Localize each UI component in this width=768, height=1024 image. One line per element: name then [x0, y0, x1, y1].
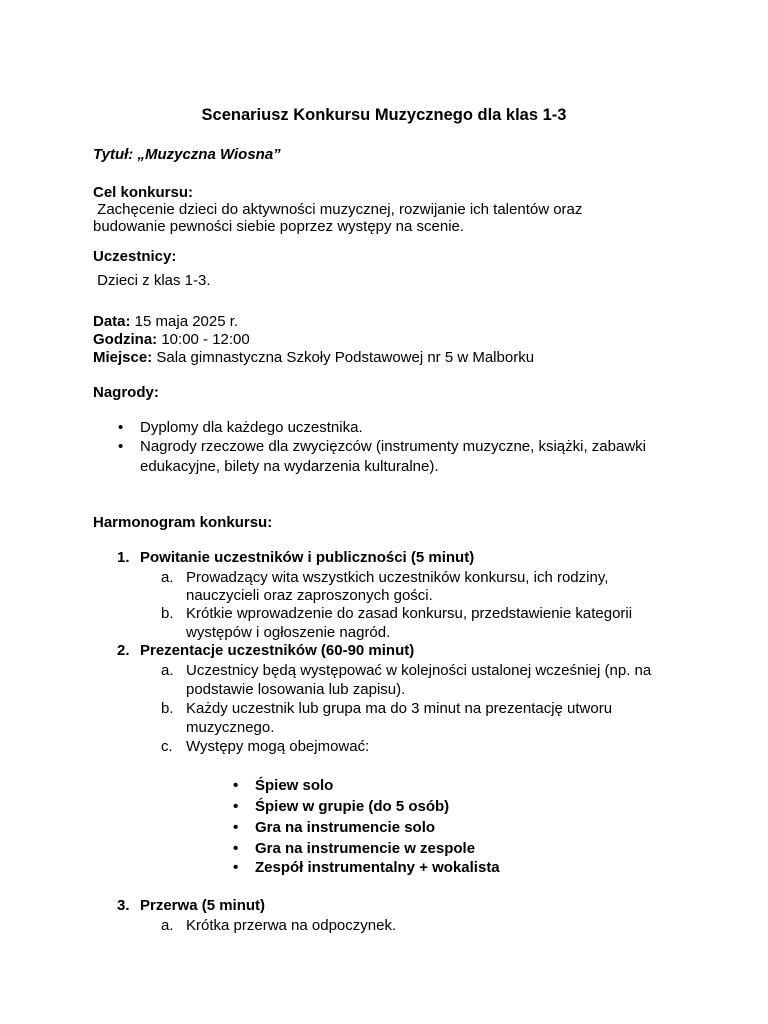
list-marker: b.	[161, 700, 174, 717]
date-value: 15 maja 2025 r.	[130, 313, 239, 330]
category-item: • Zespół instrumentalny + wokalista	[255, 858, 500, 877]
schedule-section-title: Prezentacje uczestników (60-90 minut)	[140, 642, 415, 659]
schedule-section-title: Przerwa (5 minut)	[140, 897, 266, 914]
schedule-section-number: 1.	[117, 549, 130, 566]
place-line	[93, 348, 534, 367]
list-marker: a.	[161, 917, 174, 934]
contest-title-line	[93, 145, 281, 164]
prize-item-line-2: edukacyjne, bilety na wydarzenia kulturalne).	[140, 458, 439, 475]
prize-item	[140, 437, 646, 456]
participants-text: Dzieci z klas 1-3.	[93, 272, 211, 289]
contest-title-value: „Muzyczna Wiosna”	[137, 146, 281, 163]
prizes-heading: Nagrody:	[93, 384, 159, 401]
date-label: Data:	[93, 313, 131, 330]
prize-item-line-1: Nagrody rzeczowe dla zwycięzców (instrumenty muzyczne, książki, zabawki	[140, 438, 647, 455]
category-item: • Śpiew solo	[255, 776, 333, 795]
goal-text-line-2: budowanie pewności siebie poprzez występy na scenie.	[93, 218, 465, 235]
schedule-section-number: 2.	[117, 642, 130, 659]
category-item: • Gra na instrumencie w zespole	[255, 839, 475, 858]
list-item-line: Uczestnicy będą występować w kolejności ustalonej wcześniej (np. na	[186, 662, 652, 679]
category-item: • Gra na instrumencie solo	[255, 818, 435, 837]
list-item-line: Prowadzący wita wszystkich uczestników konkursu, ich rodziny,	[186, 569, 609, 586]
list-item-line: występów i ogłoszenie nagród.	[186, 624, 391, 641]
goal-heading: Cel konkursu:	[93, 184, 194, 201]
list-item-line: Krótkie wprowadzenie do zasad konkursu, przedstawienie kategorii	[186, 605, 633, 622]
category-item: • Śpiew w grupie (do 5 osób)	[255, 797, 449, 816]
place-label: Miejsce:	[93, 349, 153, 366]
document-title: Scenariusz Konkursu Muzycznego dla klas 1-3	[201, 106, 567, 124]
list-item-line: muzycznego.	[186, 719, 275, 736]
list-marker: c.	[161, 738, 173, 755]
time-line	[93, 330, 250, 349]
list-item-line: podstawie losowania lub zapisu).	[186, 681, 406, 698]
list-marker: a.	[161, 662, 174, 679]
place-value: Sala gimnastyczna Szkoły Podstawowej nr 5 w Malborku	[152, 349, 535, 366]
list-item-line: Występy mogą obejmować:	[186, 738, 370, 755]
list-item-line: Krótka przerwa na odpoczynek.	[186, 917, 397, 934]
schedule-heading: Harmonogram konkursu:	[93, 514, 273, 531]
participants-heading: Uczestnicy:	[93, 248, 177, 265]
time-label: Godzina:	[93, 331, 158, 348]
goal-text-line-1: Zachęcenie dzieci do aktywności muzycznej, rozwijanie ich talentów oraz	[93, 201, 583, 218]
contest-title-label: Tytuł:	[93, 146, 134, 163]
schedule-section-title: Powitanie uczestników i publiczności (5 minut)	[140, 549, 475, 566]
list-item-line: nauczycieli oraz zaproszonych gości.	[186, 587, 433, 604]
prize-item: • Dyplomy dla każdego uczestnika.	[140, 418, 363, 437]
time-value: 10:00 - 12:00	[157, 331, 250, 348]
list-marker: a.	[161, 569, 174, 586]
schedule-section-number: 3.	[117, 897, 130, 914]
list-item-line: Każdy uczestnik lub grupa ma do 3 minut na prezentację utworu	[186, 700, 613, 717]
list-marker: b.	[161, 605, 174, 622]
date-line	[93, 312, 238, 331]
